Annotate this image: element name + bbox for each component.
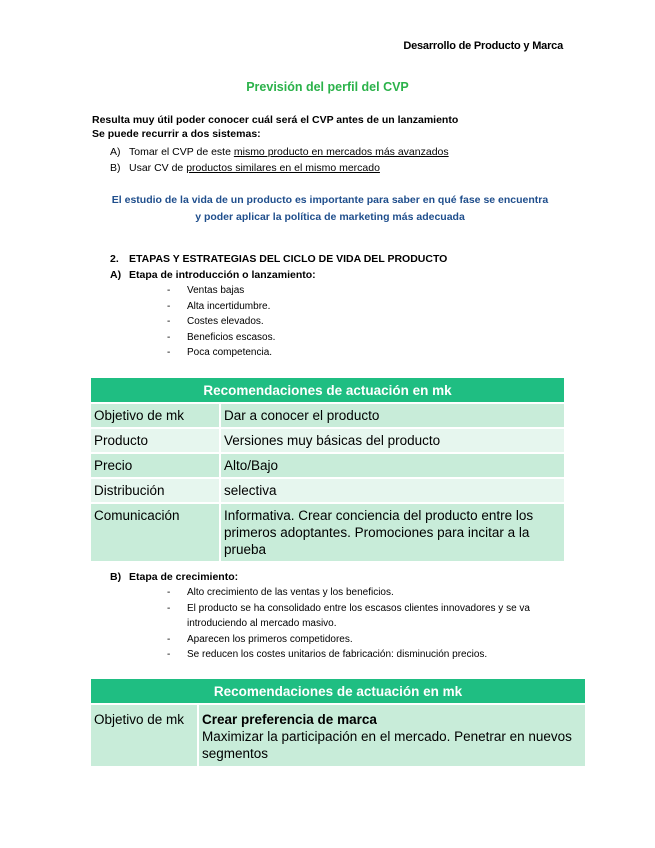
- row-value: [198, 704, 585, 766]
- table-row: [91, 704, 585, 766]
- row-label: Precio: [91, 453, 220, 478]
- section-title: ETAPAS Y ESTRATEGIAS DEL CICLO DE VIDA DEL PRODUCTO: [129, 253, 448, 265]
- table-row: [91, 478, 564, 503]
- table-row: [91, 503, 564, 561]
- stage-a-heading: [110, 269, 316, 281]
- stage-b-marker: B): [110, 571, 122, 583]
- option-b-marker: B): [110, 162, 121, 174]
- option-a: [110, 145, 449, 159]
- stage-b-heading: [110, 571, 238, 583]
- intro-text: [92, 113, 458, 141]
- list-item: - Alta incertidumbre.: [167, 300, 271, 312]
- stage-a-marker: A): [110, 269, 122, 281]
- list-item: - Ventas bajas: [167, 285, 245, 296]
- row-value: Informativa. Crear conciencia del producto entre los primeros adoptantes. Promociones para incitar a la prueba: [220, 503, 564, 561]
- running-header: Desarrollo de Producto y Marca: [403, 40, 563, 52]
- stage-b-list: [167, 585, 567, 663]
- row-value: Versiones muy básicas del producto: [220, 428, 564, 453]
- intro-line-1: Resulta muy útil poder conocer cuál será el CVP antes de un lanzamiento: [92, 114, 459, 126]
- option-a-underlined: mismo producto en mercados más avanzados: [233, 146, 449, 158]
- highlight-line-2: y poder aplicar la política de marketing más adecuada: [195, 211, 465, 223]
- option-a-text: Tomar el CVP de este: [129, 146, 234, 158]
- list-item: - Poca competencia.: [167, 347, 273, 359]
- stage-a-list: [167, 283, 275, 361]
- table-row: [91, 453, 564, 478]
- table-row: [91, 403, 564, 428]
- option-a-marker: A): [110, 146, 121, 158]
- recommendations-table-introduction: [91, 378, 564, 561]
- row-value-emphasis: Crear preferencia de marca: [202, 712, 377, 727]
- list-item: - Aparecen los primeros competidores.: [167, 633, 353, 645]
- page-title: Previsión del perfil del CVP: [246, 80, 409, 94]
- intro-line-2: Se puede recurrir a dos sistemas:: [92, 128, 261, 140]
- list-item: - Costes elevados.: [167, 316, 264, 328]
- row-value: Alto/Bajo: [220, 453, 564, 478]
- stage-b-title: Etapa de crecimiento:: [129, 571, 239, 583]
- row-value: Dar a conocer el producto: [220, 403, 564, 428]
- table-header: Recomendaciones de actuación en mk: [91, 378, 564, 403]
- list-item: - El producto se ha consolidado entre los escasos clientes innovadores y se va introduciendo al mercado masivo.: [167, 602, 530, 630]
- row-label: Objetivo de mk: [91, 403, 220, 428]
- list-item: - Se reducen los costes unitarios de fabricación: disminución precios.: [167, 649, 488, 661]
- stage-a-title: Etapa de introducción o lanzamiento:: [129, 269, 316, 281]
- option-b-text: Usar CV de: [129, 162, 187, 174]
- row-label: Distribución: [91, 478, 220, 503]
- row-value-detail: Maximizar la participación en el mercado. Penetrar en nuevos segmentos: [202, 729, 572, 761]
- highlight-note: [80, 192, 580, 226]
- list-item: - Beneficios escasos.: [167, 331, 276, 343]
- row-label: Comunicación: [91, 503, 220, 561]
- recommendations-table-growth: [91, 679, 585, 766]
- option-b-underlined: productos similares en el mismo mercado: [186, 162, 380, 174]
- list-item: - Alto crecimiento de las ventas y los beneficios.: [167, 587, 394, 598]
- option-b: [110, 161, 380, 175]
- section-heading: [110, 253, 447, 265]
- table-header: Recomendaciones de actuación en mk: [91, 679, 585, 704]
- row-label: Objetivo de mk: [91, 704, 198, 766]
- highlight-line-1: El estudio de la vida de un producto es importante para saber en qué fase se encuentra: [111, 194, 549, 206]
- row-value: selectiva: [220, 478, 564, 503]
- table-row: [91, 428, 564, 453]
- row-label: Producto: [91, 428, 220, 453]
- section-number: 2.: [110, 253, 119, 265]
